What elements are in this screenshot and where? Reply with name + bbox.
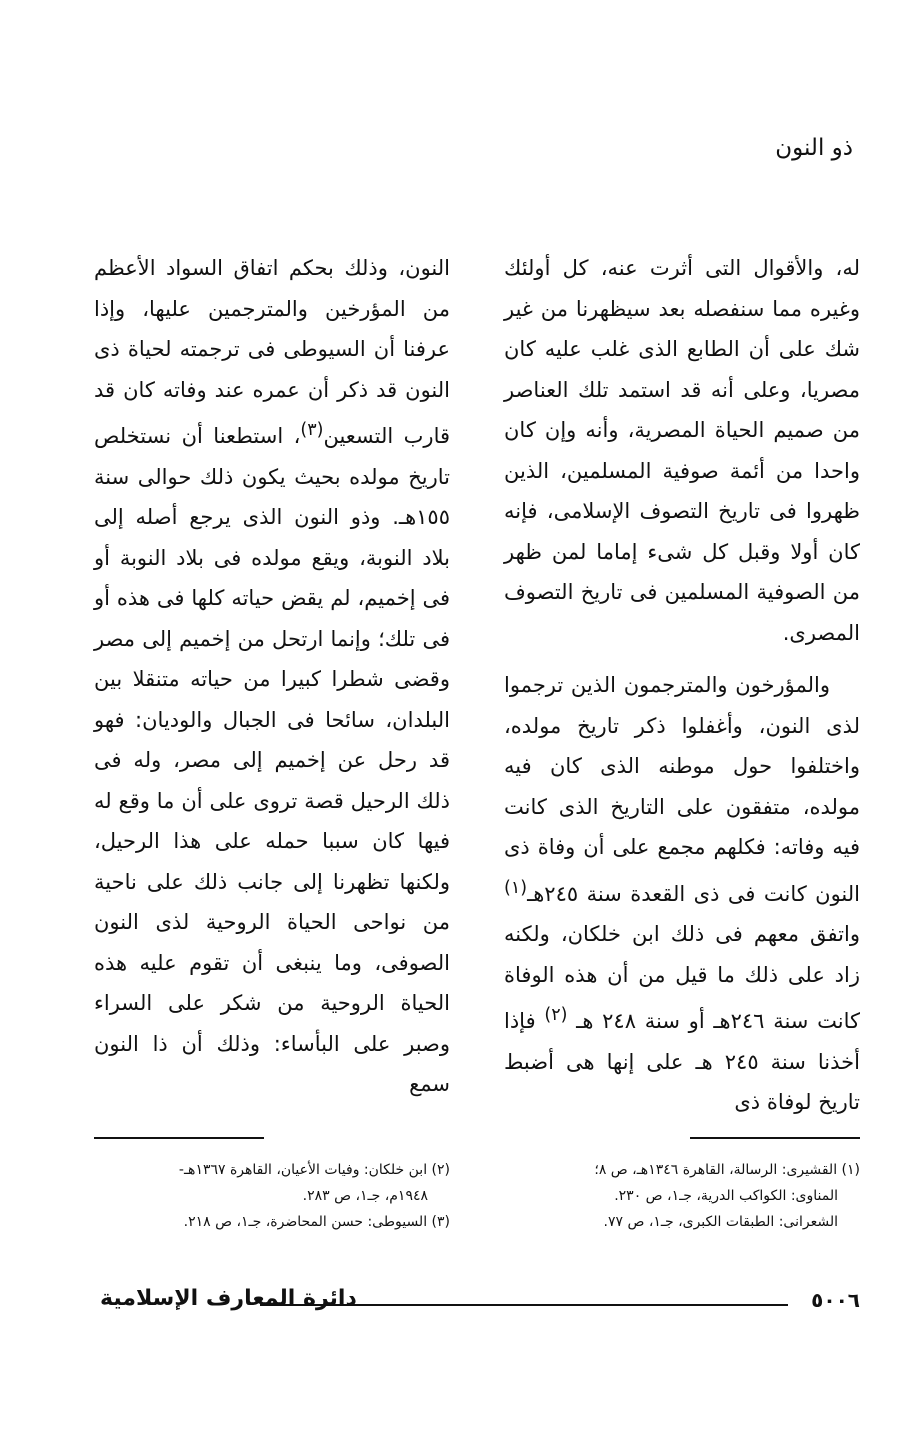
footnote-divider — [94, 1137, 264, 1139]
paragraph — [94, 248, 450, 1105]
paragraph: له، والأقوال التى أثرت عنه، كل أولئك وغيره مما سنفصله بعد سيظهرنا من غير شك على أن الطابع الذى غلب عليه كان مصريا، وعلى أنه قد استمد تلك العناصر من صميم الحياة المصرية، وأنه وإن كان واحدا من أئمة صوفية المسلمين، الذين ظهروا فى تاريخ التصوف الإسلامى، فإنه كان أولا وقبل كل شىء إماما لمن ظهر من الصوفية المسلمين فى تاريخ التصوف المصرى. — [504, 256, 860, 645]
footnote-line: ١٩٤٨م، جـ١، ص ٢٨٣. — [302, 1188, 428, 1204]
footnotes-right — [500, 1157, 860, 1235]
paragraph-text: والمؤرخون والمترجمون الذين ترجموا لذى النون، وأغفلوا ذكر تاريخ مولده، واختلفوا حول موطنه الذى كان فيه مولده، متفقون على التاريخ الذى كانت فيه وفاته: فكلهم مجمع على أن وفاة ذى النون كانت فى ذى القعدة سنة ٢٤٥هـ — [504, 673, 860, 906]
paragraph-text: فإذا أخذنا سنة ٢٤٥ هـ على إنها هى أضبط تاريخ لوفاة ذى — [504, 1009, 860, 1114]
footnotes-left — [90, 1157, 450, 1235]
page-footer — [100, 1286, 860, 1322]
footnote-line: (٣) السيوطى: حسن المحاضرة، جـ١، ص ٢١٨. — [183, 1214, 450, 1230]
footnote-divider — [690, 1137, 860, 1139]
footnote-line: المناوى: الكواكب الدرية، جـ١، ص ٢٣٠. — [614, 1188, 838, 1204]
footnote-ref: (٢) — [544, 1005, 568, 1025]
paragraph-text: النون، وذلك بحكم اتفاق السواد الأعظم من المؤرخين والمترجمين عليها، وإذا عرفنا أن السيوطى فى ترجمته لحياة ذى النون قد ذكر أن عمره عند وفاته كان قد قارب التسعين — [94, 256, 451, 448]
running-header: ذو النون — [775, 135, 853, 161]
footnote-line: (٢) ابن خلكان: وفيات الأعيان، القاهرة ١٣٦٧هـ- — [178, 1162, 450, 1178]
footnote-ref: (١) — [504, 877, 528, 898]
paragraph-text: واتفق معهم فى ذلك ابن خلكان، ولكنه زاد على ذلك ما قيل من أن هذه الوفاة كانت سنة ٢٤٦هـ أو سنة ٢٤٨ هـ — [504, 922, 861, 1033]
page-number: ٥٠٠٦ — [811, 1288, 860, 1312]
paragraph — [504, 665, 860, 1123]
footnote-line: الشعرانى: الطبقات الكبرى، جـ١، ص ٧٧. — [603, 1214, 838, 1230]
footnote-ref: (٣) — [300, 420, 324, 440]
paragraph-text: ، استطعنا أن نستخلص تاريخ مولده بحيث يكون ذلك حوالى سنة ١٥٥هـ. وذو النون الذى يرجع أصله إلى بلاد النوبة، ويقع مولده فى بلاد النوبة أو فى إخميم، لم يقض حياته كلها فى هذه أو فى تلك؛ وإنما ارتحل من إخميم إلى مصر وقضى شطرا كبيرا من حياته متنقلا بين البلدان، سائحا فى الجبال والوديان: فهو قد رحل عن إخميم إلى مصر، وله فى ذلك الرحيل قصة تروى على أن ما وقع له فيها كان سببا حمله على هذا الرحيل، ولكنها تظهرنا إلى جانب ذلك على ناحية من نواحى الحياة الروحية لذى النون الصوفى، وما ينبغى أن تقوم عليه هذه الحياة الروحية من شكر على السراء وصبر على البأساء: وذلك أن ذا النون سمع — [94, 424, 450, 1096]
text-column-left — [94, 248, 450, 1105]
journal-title: دائرة المعارف الإسلامية — [100, 1286, 357, 1311]
footnote-line: (١) القشيرى: الرسالة، القاهرة ١٣٤٦هـ، ص ٨؛ — [594, 1162, 860, 1178]
text-column-right — [504, 248, 860, 1123]
